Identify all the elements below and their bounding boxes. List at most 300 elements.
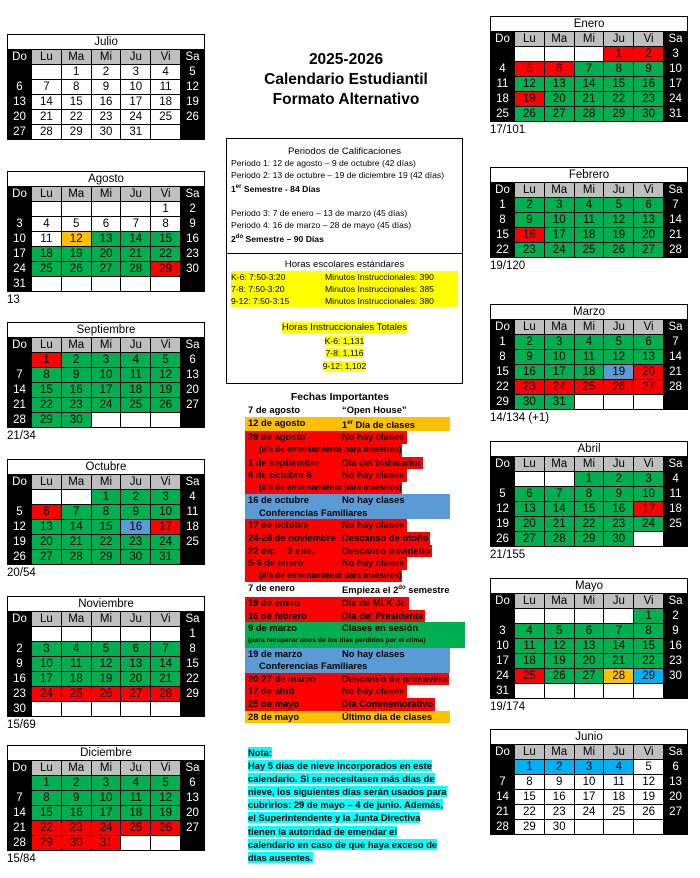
event-item (245, 648, 455, 673)
week-row (8, 776, 205, 791)
event-date: 19 de marzo (248, 647, 303, 659)
day-cell: 23 (61, 398, 91, 413)
week-row (8, 125, 205, 140)
day-cell (61, 627, 91, 642)
week-row (8, 627, 205, 642)
day-cell (180, 413, 204, 428)
day-cell: 12 (180, 80, 204, 95)
weekday-header: Mi (91, 187, 121, 202)
day-cell: 27 (574, 669, 604, 684)
day-cell (91, 277, 121, 292)
day-cell: 26 (61, 262, 91, 277)
day-cell (91, 202, 121, 217)
day-cell: 10 (8, 232, 32, 247)
week-row (8, 657, 205, 672)
day-cell: 3 (491, 624, 515, 639)
month-name: Agosto (8, 172, 205, 187)
week-row (491, 395, 688, 410)
day-cell: 10 (91, 791, 121, 806)
day-cell: 4 (121, 776, 151, 791)
day-cell: 26 (544, 669, 574, 684)
week-row (491, 669, 688, 684)
day-cell (574, 395, 604, 410)
important-dates-title: Fechas Importantes (290, 392, 390, 403)
day-tally: 17/101 (490, 124, 526, 136)
weekday-header: Mi (91, 50, 121, 65)
day-cell: 22 (574, 517, 604, 532)
week-row (8, 550, 205, 565)
day-cell: 28 (8, 836, 32, 851)
school-hours-title: Horas escolares estándares (284, 259, 405, 270)
day-cell (544, 47, 574, 62)
day-cell: 6 (91, 217, 121, 232)
day-cell (515, 47, 545, 62)
weekday-header: Ju (121, 761, 151, 776)
weekday-header: Lu (32, 187, 62, 202)
month-name: Julio (8, 35, 205, 50)
event-item (245, 417, 455, 432)
day-cell (121, 627, 151, 642)
day-cell: 10 (32, 657, 62, 672)
day-cell: 1 (91, 490, 121, 505)
weekday-header: Do (491, 594, 515, 609)
week-row (8, 687, 205, 702)
day-cell: 7 (574, 62, 604, 77)
day-cell: 13 (634, 350, 664, 365)
event-date: 28 de mayo (248, 710, 300, 722)
event-date: 16 de febrero (248, 609, 307, 621)
event-date: 29 de agosto (248, 431, 306, 443)
day-cell (91, 413, 121, 428)
week-row (491, 654, 688, 669)
weekday-header: Do (491, 32, 515, 47)
day-cell: 29 (32, 836, 62, 851)
day-cell: 9 (61, 368, 91, 383)
day-cell (634, 395, 664, 410)
day-cell: 4 (121, 353, 151, 368)
week-row (491, 380, 688, 395)
day-cell: 25 (604, 805, 634, 820)
day-cell: 8 (61, 80, 91, 95)
event-name: Clases en sesión (342, 622, 419, 634)
weekday-header: Ju (121, 338, 151, 353)
day-cell: 19 (634, 790, 664, 805)
day-cell: 3 (91, 776, 121, 791)
day-tally: 15/69 (7, 719, 36, 731)
day-cell: 20 (634, 228, 664, 243)
month-calendar-marzo (490, 304, 687, 425)
day-cell: 4 (663, 472, 687, 487)
weekday-header: Ju (604, 745, 634, 760)
week-row (491, 243, 688, 258)
weekday-header: Sa (180, 612, 204, 627)
event-note: (para recuperar unos de los días perdidos por el clima) (245, 635, 465, 648)
day-cell: 25 (574, 243, 604, 258)
day-cell: 8 (151, 217, 181, 232)
event-note: Conferencias Familiares (245, 660, 450, 673)
day-cell: 4 (574, 198, 604, 213)
day-cell: 8 (515, 775, 545, 790)
week-row (491, 365, 688, 380)
day-cell: 24 (32, 687, 62, 702)
day-cell: 11 (574, 213, 604, 228)
day-cell (151, 702, 181, 717)
week-row (8, 247, 205, 262)
day-cell: 15 (604, 77, 634, 92)
day-cell: 5 (91, 642, 121, 657)
day-cell (61, 277, 91, 292)
weekday-header: Mi (91, 612, 121, 627)
day-cell: 26 (91, 687, 121, 702)
week-row (8, 806, 205, 821)
day-cell: 2 (604, 472, 634, 487)
day-cell: 28 (8, 413, 32, 428)
day-cell: 28 (151, 687, 181, 702)
day-cell: 10 (491, 639, 515, 654)
day-cell: 17 (91, 806, 121, 821)
day-cell: 18 (121, 383, 151, 398)
day-cell: 11 (515, 639, 545, 654)
day-cell: 4 (491, 62, 515, 77)
day-cell: 26 (604, 243, 634, 258)
day-cell (491, 472, 515, 487)
day-cell: 23 (663, 654, 687, 669)
weekday-header: Sa (663, 745, 687, 760)
day-cell: 31 (121, 125, 151, 140)
day-cell: 7 (8, 368, 32, 383)
weekday-header: Ma (544, 320, 574, 335)
event-item (245, 673, 455, 686)
event-name: Último día de clases (342, 710, 433, 722)
day-cell: 11 (180, 505, 204, 520)
week-row (491, 760, 688, 775)
day-cell: 13 (634, 213, 664, 228)
day-cell: 22 (604, 92, 634, 107)
day-cell (663, 820, 687, 835)
event-date: 12 de agosto (248, 416, 306, 428)
day-cell: 11 (663, 487, 687, 502)
weekday-header: Vi (151, 761, 181, 776)
weekday-header: Lu (32, 338, 62, 353)
day-cell: 30 (604, 532, 634, 547)
weekday-header: Sa (663, 183, 687, 198)
weekday-header: Vi (634, 320, 664, 335)
hours-row: K-6: 7:50-3:20 Minutos Instruccionales: 390 (231, 271, 458, 283)
event-name: No hay clases (342, 647, 405, 659)
event-date: 17 de abril (248, 685, 295, 697)
day-cell: 13 (121, 657, 151, 672)
day-cell: 9 (515, 213, 545, 228)
weekday-header: Do (491, 183, 515, 198)
day-cell: 6 (544, 62, 574, 77)
day-cell: 9 (544, 775, 574, 790)
day-cell: 5 (604, 198, 634, 213)
day-cell: 19 (491, 517, 515, 532)
day-cell (32, 627, 62, 642)
day-cell: 22 (91, 535, 121, 550)
weekday-header: Lu (515, 183, 545, 198)
day-cell: 31 (491, 684, 515, 699)
day-cell: 19 (604, 365, 634, 380)
hours-row: 7-8: 7:50-3:20 Minutos Instruccionales: 385 (231, 283, 458, 295)
day-cell: 15 (574, 502, 604, 517)
day-cell: 17 (544, 365, 574, 380)
weekday-header: Sa (180, 475, 204, 490)
day-cell: 14 (151, 657, 181, 672)
day-cell: 19 (8, 535, 32, 550)
day-cell: 6 (515, 487, 545, 502)
day-cell: 17 (663, 77, 687, 92)
week-row (8, 821, 205, 836)
day-cell: 11 (121, 368, 151, 383)
day-cell: 14 (544, 502, 574, 517)
day-cell: 25 (121, 821, 151, 836)
info-box (226, 138, 463, 384)
day-cell: 5 (151, 776, 181, 791)
day-cell (151, 627, 181, 642)
day-cell: 18 (491, 92, 515, 107)
day-cell: 14 (491, 790, 515, 805)
day-cell (634, 820, 664, 835)
day-cell: 2 (61, 353, 91, 368)
weekday-header: Sa (180, 338, 204, 353)
event-item (245, 457, 455, 470)
week-row (8, 110, 205, 125)
day-cell: 22 (32, 821, 62, 836)
event-name: No hay clases (342, 519, 405, 531)
day-cell: 13 (32, 520, 62, 535)
day-cell: 12 (8, 520, 32, 535)
total-k6: K-6: 1,131 (324, 335, 365, 346)
week-row (491, 213, 688, 228)
day-cell: 15 (180, 657, 204, 672)
event-item (245, 685, 455, 698)
day-cell (180, 836, 204, 851)
weekday-header: Lu (515, 745, 545, 760)
event-name: No hay clases (342, 494, 405, 506)
event-name: No hay clases (342, 469, 405, 481)
day-cell: 13 (180, 368, 204, 383)
day-cell: 19 (544, 654, 574, 669)
day-cell (151, 836, 181, 851)
day-cell: 27 (32, 550, 62, 565)
event-date: 5-6 de enero (248, 557, 304, 569)
day-cell: 16 (61, 383, 91, 398)
day-cell: 17 (574, 790, 604, 805)
day-cell: 7 (604, 624, 634, 639)
day-cell: 23 (515, 243, 545, 258)
weekday-header: Lu (515, 320, 545, 335)
day-cell: 28 (61, 550, 91, 565)
day-cell: 18 (663, 502, 687, 517)
day-cell: 29 (180, 687, 204, 702)
day-cell: 11 (61, 657, 91, 672)
month-name: Abril (491, 442, 688, 457)
month-calendar-febrero (490, 167, 687, 273)
day-cell: 30 (121, 550, 151, 565)
day-cell: 22 (515, 805, 545, 820)
note-line: nieve, los siguientes días serán usados para (248, 786, 447, 798)
day-cell: 12 (544, 639, 574, 654)
day-cell: 29 (634, 669, 664, 684)
day-cell: 30 (515, 395, 545, 410)
weekday-header: Mi (574, 320, 604, 335)
day-cell (121, 702, 151, 717)
note-label: Nota: (248, 747, 272, 758)
day-cell (663, 684, 687, 699)
note-line: tienen la autoridad de emendar el (248, 825, 397, 837)
month-name: Diciembre (8, 746, 205, 761)
weekday-header: Sa (663, 457, 687, 472)
day-cell: 16 (121, 520, 151, 535)
event-item (245, 519, 455, 532)
day-cell: 10 (663, 62, 687, 77)
event-name: 1er Día de clases (342, 418, 415, 430)
weekday-header: Lu (32, 612, 62, 627)
week-row (8, 368, 205, 383)
day-cell (574, 609, 604, 624)
event-name: No hay clases (342, 431, 405, 443)
day-cell: 1 (604, 47, 634, 62)
event-note: (día de entrenamiento para maestros) (245, 444, 402, 457)
day-cell: 25 (121, 398, 151, 413)
day-cell: 24 (8, 262, 32, 277)
day-cell: 15 (515, 790, 545, 805)
day-cell: 5 (180, 65, 204, 80)
day-cell: 4 (515, 624, 545, 639)
day-cell: 10 (151, 505, 181, 520)
month-name: Enero (491, 17, 688, 32)
weekday-header: Ju (121, 475, 151, 490)
day-cell: 25 (180, 535, 204, 550)
day-cell (544, 609, 574, 624)
event-name: No hay clases (342, 557, 405, 569)
day-cell: 8 (491, 350, 515, 365)
event-name: Descanso de primavera (342, 672, 448, 684)
day-cell: 1 (634, 609, 664, 624)
day-cell (515, 609, 545, 624)
month-name: Octubre (8, 460, 205, 475)
day-cell: 14 (604, 639, 634, 654)
grading-periods-title: Periodos de Calificaciones (287, 146, 402, 157)
day-cell: 5 (634, 760, 664, 775)
day-cell: 5 (544, 624, 574, 639)
day-cell: 4 (61, 642, 91, 657)
day-cell: 25 (574, 380, 604, 395)
day-cell: 20 (180, 806, 204, 821)
day-cell: 8 (634, 624, 664, 639)
week-row (8, 791, 205, 806)
total-hours-title: Horas Instruccionales Totales (281, 322, 408, 333)
week-row (491, 92, 688, 107)
week-row (8, 383, 205, 398)
day-cell: 26 (151, 398, 181, 413)
day-cell: 1 (180, 627, 204, 642)
day-cell: 11 (574, 350, 604, 365)
day-cell: 15 (61, 95, 91, 110)
day-cell: 2 (515, 198, 545, 213)
day-cell: 14 (61, 520, 91, 535)
snow-days-note (248, 746, 453, 864)
week-row (8, 642, 205, 657)
day-cell (61, 490, 91, 505)
day-cell: 6 (574, 624, 604, 639)
event-name: Descanso navideño (342, 544, 431, 556)
weekday-header: Lu (515, 594, 545, 609)
day-cell: 12 (91, 657, 121, 672)
week-row (8, 202, 205, 217)
day-cell: 17 (491, 654, 515, 669)
day-cell: 21 (151, 672, 181, 687)
day-cell: 20 (574, 654, 604, 669)
day-cell (8, 490, 32, 505)
day-cell: 28 (491, 820, 515, 835)
week-row (8, 398, 205, 413)
day-cell: 26 (604, 380, 634, 395)
event-item (245, 494, 455, 519)
day-cell: 23 (634, 92, 664, 107)
day-cell: 7 (151, 642, 181, 657)
day-cell: 16 (634, 77, 664, 92)
day-cell: 14 (121, 232, 151, 247)
day-cell: 23 (604, 517, 634, 532)
day-cell (91, 702, 121, 717)
day-cell: 16 (544, 790, 574, 805)
day-cell: 15 (634, 639, 664, 654)
day-cell (180, 277, 204, 292)
event-item (245, 431, 455, 456)
weekday-header: Mi (91, 761, 121, 776)
day-cell: 30 (544, 820, 574, 835)
day-cell: 2 (180, 202, 204, 217)
title-year: 2025-2026 (308, 51, 384, 68)
weekday-header: Vi (151, 187, 181, 202)
note-line: calendario en caso de que haya exceso de (248, 838, 438, 850)
day-cell: 21 (574, 92, 604, 107)
total-7-8: 7-8: 1,116 (325, 348, 364, 358)
weekday-header: Sa (180, 761, 204, 776)
day-cell: 22 (634, 654, 664, 669)
day-cell: 18 (604, 790, 634, 805)
day-cell: 3 (634, 472, 664, 487)
event-name: Día del Presidente (342, 609, 424, 621)
weekday-header: Ju (121, 187, 151, 202)
day-cell: 3 (8, 217, 32, 232)
weekday-header: Ju (604, 183, 634, 198)
event-item (245, 532, 455, 545)
day-cell: 3 (151, 490, 181, 505)
day-cell: 3 (121, 65, 151, 80)
weekday-header: Mi (574, 745, 604, 760)
day-tally (490, 836, 687, 850)
week-row (8, 262, 205, 277)
weekday-header: Sa (663, 32, 687, 47)
day-cell: 29 (604, 107, 634, 122)
day-cell: 12 (634, 775, 664, 790)
day-cell: 27 (634, 380, 664, 395)
period-1: Periodo 1: 12 de agosto – 9 de octubre (42 días) (231, 158, 416, 168)
weekday-header: Mi (91, 338, 121, 353)
weekday-header: Ju (121, 50, 151, 65)
month-calendar-agosto (7, 171, 204, 307)
day-cell: 11 (32, 232, 62, 247)
weekday-header: Ma (61, 761, 91, 776)
day-cell: 16 (180, 232, 204, 247)
day-cell: 23 (8, 687, 32, 702)
day-cell: 28 (604, 669, 634, 684)
day-cell: 30 (634, 107, 664, 122)
event-name: Día del trabajador (342, 456, 422, 468)
